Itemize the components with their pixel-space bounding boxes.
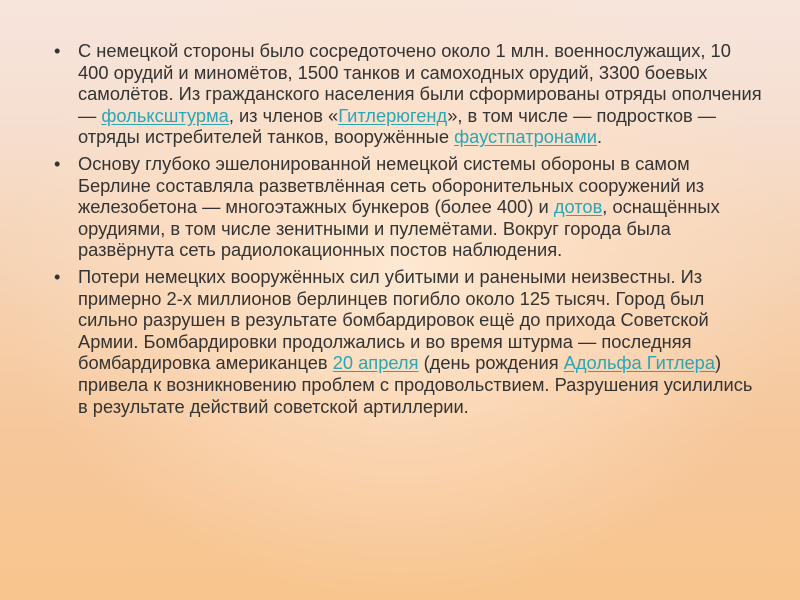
link-hitlerjugend[interactable]: Гитлерюгенд [338,104,448,126]
link-dot[interactable]: дотов [553,196,603,218]
paragraph-text: », в том числе — подростков — отряды истребителей танков, вооружённые [78,104,717,148]
paragraph-text: Основу глубоко эшелонированной немецкой системы обороны в самом Берлине составляла разветвлённая сеть оборонительных сооружений из железобетона — многоэтажных бункеров (более 400) и [78,152,705,218]
bullet-item-losses [54,266,766,417]
link-volkssturm[interactable]: фольксштурма [101,104,229,126]
paragraph-text: . [596,126,603,148]
bullet-item-berlin-defense [54,153,766,261]
bullet-icon: • [54,152,61,174]
bullet-icon: • [54,40,61,61]
link-april-20[interactable]: 20 апреля [332,352,419,374]
bullet-icon: • [54,265,61,287]
paragraph-text: (день рождения [418,352,564,374]
link-faustpatrone[interactable]: фаустпатронами [454,126,597,148]
bullet-item-german-forces [54,40,766,148]
link-adolf-hitler[interactable]: Адольфа Гитлера [563,352,716,374]
paragraph-text: Потери немецких вооружённых сил убитыми и ранеными неизвестны. Из примерно 2-х миллионов берлинцев погибло около 125 тысяч. Город был сильно разрушен в результате бомбардировок ещё до прихода Советской Армии. Бомбардировки продолжались и во время штурма — последняя бомбардировка американцев [78,265,709,374]
paragraph-text: С немецкой стороны было сосредоточено около 1 млн. военнослужащих, 10 400 орудий и миномётов, 1500 танков и самоходных орудий, 3300 боевых самолётов. Из гражданского населения были сформированы отряды ополчения — [78,40,762,126]
paragraph-text: ) привела к возникновению проблем с продовольствием. Разрушения усилились в результате действий советской артиллерии. [78,352,753,417]
paragraph-text: , оснащённых орудиями, в том числе зенитными и пулемётами. Вокруг города была развёрнута сеть радиолокационных постов наблюдения. [78,196,720,261]
bullet-list [54,40,766,422]
paragraph-text: , из членов « [228,104,339,126]
